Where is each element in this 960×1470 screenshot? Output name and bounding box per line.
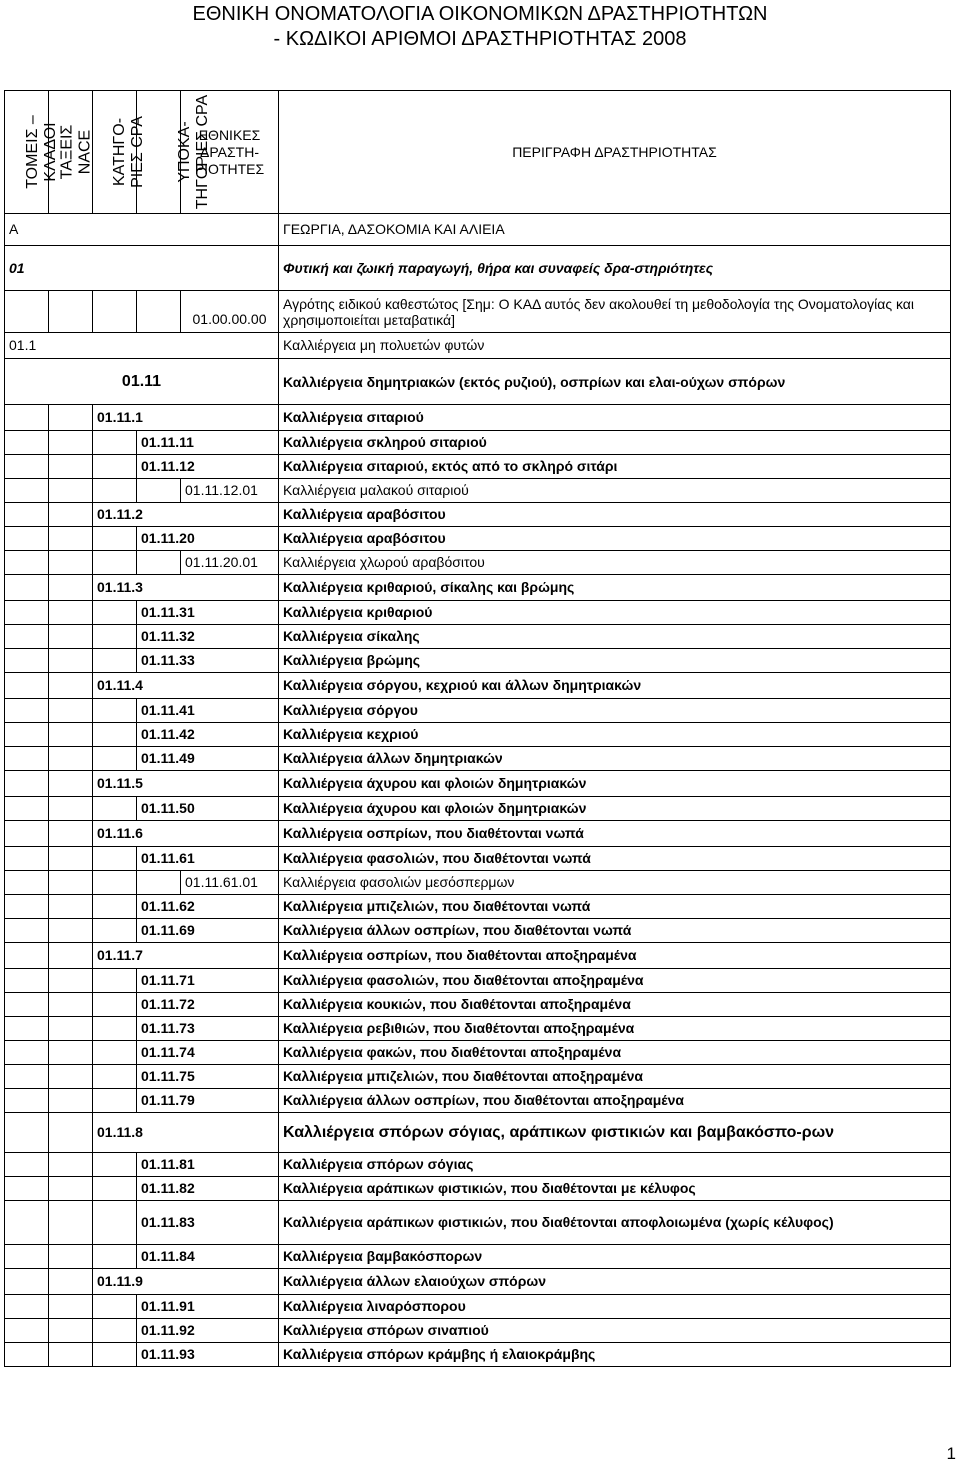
- empty-cell: [5, 673, 49, 699]
- activity-description: Καλλιέργεια σπόρων κράμβης ή ελαιοκράμβης: [279, 1343, 951, 1367]
- activity-description: Καλλιέργεια δημητριακών (εκτός ρυζιού), οσπρίων και ελαι-ούχων σπόρων: [279, 359, 951, 405]
- activity-code: 01.11.69: [137, 919, 279, 943]
- empty-cell: [5, 503, 49, 527]
- empty-cell: [93, 431, 137, 455]
- table-row: [5, 919, 951, 943]
- empty-cell: [5, 431, 49, 455]
- table-row: [5, 601, 951, 625]
- activity-description: Καλλιέργεια άλλων οσπρίων, που διαθέτονται νωπά: [279, 919, 951, 943]
- activity-description: Καλλιέργεια βρώμης: [279, 649, 951, 673]
- empty-cell: [93, 797, 137, 821]
- empty-cell: [49, 291, 93, 333]
- activity-description: Καλλιέργεια σίκαλης: [279, 625, 951, 649]
- activity-description: Καλλιέργεια άχυρου και φλοιών δημητριακών: [279, 771, 951, 797]
- empty-cell: [49, 847, 93, 871]
- empty-cell: [49, 1089, 93, 1113]
- table-row: [5, 431, 951, 455]
- empty-cell: [5, 1319, 49, 1343]
- empty-cell: [49, 431, 93, 455]
- empty-cell: [137, 479, 181, 503]
- empty-cell: [49, 1295, 93, 1319]
- activity-code: 01.1: [5, 333, 279, 359]
- empty-cell: [93, 1245, 137, 1269]
- activity-code: 01.11.92: [137, 1319, 279, 1343]
- activity-code: 01.11.71: [137, 969, 279, 993]
- activity-description: Καλλιέργεια σιταριού: [279, 405, 951, 431]
- activity-code: 01.11.3: [93, 575, 279, 601]
- table-row: [5, 214, 951, 246]
- activity-code: 01.11.73: [137, 1017, 279, 1041]
- activity-code: 01.11.72: [137, 993, 279, 1017]
- table-row: [5, 871, 951, 895]
- empty-cell: [93, 1295, 137, 1319]
- activity-code: 01.11.5: [93, 771, 279, 797]
- activity-code: 01.11.82: [137, 1177, 279, 1201]
- activity-description: Καλλιέργεια κριθαριού, σίκαλης και βρώμης: [279, 575, 951, 601]
- empty-cell: [49, 1319, 93, 1343]
- activity-description: Καλλιέργεια φακών, που διαθέτονται αποξηραμένα: [279, 1041, 951, 1065]
- table-row: [5, 649, 951, 673]
- activity-description: Καλλιέργεια σπόρων σιναπιού: [279, 1319, 951, 1343]
- empty-cell: [49, 503, 93, 527]
- table-row: [5, 1269, 951, 1295]
- empty-cell: [137, 551, 181, 575]
- table-row: [5, 527, 951, 551]
- empty-cell: [49, 993, 93, 1017]
- activity-code: 01.11.75: [137, 1065, 279, 1089]
- table-row: [5, 625, 951, 649]
- empty-cell: [93, 1153, 137, 1177]
- table-row: [5, 847, 951, 871]
- table-row: [5, 771, 951, 797]
- activity-description: ΓΕΩΡΓΙΑ, ΔΑΣΟΚΟΜΙΑ ΚΑΙ ΑΛΙΕΙΑ: [279, 214, 951, 246]
- activity-description: Καλλιέργεια φασολιών, που διαθέτονται αποξηραμένα: [279, 969, 951, 993]
- empty-cell: [93, 455, 137, 479]
- activity-description: Καλλιέργεια μαλακού σιταριού: [279, 479, 951, 503]
- empty-cell: [93, 1017, 137, 1041]
- table-row: [5, 1041, 951, 1065]
- empty-cell: [49, 455, 93, 479]
- activity-code: 01.11.83: [137, 1201, 279, 1245]
- activity-description: Καλλιέργεια σιταριού, εκτός από το σκληρό σιτάρι: [279, 455, 951, 479]
- activity-description: Καλλιέργεια σπόρων σόγιας, αράπικων φιστικιών και βαμβακόσπο-ρων: [279, 1113, 951, 1153]
- header-national-activities: ΕΘΝΙΚΕΣ ΔΡΑΣΤΗ-ΡΙΟΤΗΤΕΣ: [181, 91, 279, 214]
- empty-cell: [5, 291, 49, 333]
- empty-cell: [5, 479, 49, 503]
- table-row: [5, 551, 951, 575]
- empty-cell: [5, 1017, 49, 1041]
- activity-description: Καλλιέργεια σκληρού σιταριού: [279, 431, 951, 455]
- activity-code: 01.11.50: [137, 797, 279, 821]
- empty-cell: [5, 1245, 49, 1269]
- empty-cell: [5, 771, 49, 797]
- empty-cell: [49, 1269, 93, 1295]
- table-row: [5, 246, 951, 291]
- activity-code: 01.11.12.01: [181, 479, 279, 503]
- empty-cell: [5, 747, 49, 771]
- activity-code: 01.11.20: [137, 527, 279, 551]
- activity-description: Καλλιέργεια φασολιών μεσόσπερμων: [279, 871, 951, 895]
- table-row: [5, 575, 951, 601]
- empty-cell: [5, 1177, 49, 1201]
- activity-code: 01.11.79: [137, 1089, 279, 1113]
- document-title-line1: ΕΘΝΙΚΗ ΟΝΟΜΑΤΟΛΟΓΙΑ ΟΙΚΟΝΟΜΙΚΩΝ ΔΡΑΣΤΗΡΙΟΤΗΤΩΝ: [192, 3, 768, 25]
- table-row: [5, 699, 951, 723]
- activity-code: 01.11.74: [137, 1041, 279, 1065]
- empty-cell: [93, 847, 137, 871]
- empty-cell: [93, 527, 137, 551]
- activity-code: 01.11.4: [93, 673, 279, 699]
- empty-cell: [137, 291, 181, 333]
- empty-cell: [5, 871, 49, 895]
- activity-description: Καλλιέργεια μη πολυετών φυτών: [279, 333, 951, 359]
- empty-cell: [5, 993, 49, 1017]
- activity-code: 01.11.9: [93, 1269, 279, 1295]
- activity-code: 01.11.84: [137, 1245, 279, 1269]
- empty-cell: [49, 527, 93, 551]
- table-row: [5, 1017, 951, 1041]
- empty-cell: [49, 797, 93, 821]
- table-row: [5, 1295, 951, 1319]
- activity-code: 01.11.2: [93, 503, 279, 527]
- activity-description: Αγρότης ειδικού καθεστώτος [Σημ: Ο ΚΑΔ αυτός δεν ακολουθεί τη μεθοδολογία της Ονοματολογίας και χρησιμοποιείται μεταβατικά]: [279, 291, 951, 333]
- table-row: [5, 455, 951, 479]
- activity-code: 01.11.93: [137, 1343, 279, 1367]
- activity-description: Καλλιέργεια σόργου, κεχριού και άλλων δημητριακών: [279, 673, 951, 699]
- activity-code: 01.11.62: [137, 895, 279, 919]
- table-row: [5, 333, 951, 359]
- empty-cell: [93, 1319, 137, 1343]
- activity-description: Καλλιέργεια άχυρου και φλοιών δημητριακών: [279, 797, 951, 821]
- activity-code: 01.11.42: [137, 723, 279, 747]
- empty-cell: [5, 1113, 49, 1153]
- table-row: [5, 1065, 951, 1089]
- empty-cell: [5, 1201, 49, 1245]
- table-row: [5, 405, 951, 431]
- activity-description: Καλλιέργεια άλλων δημητριακών: [279, 747, 951, 771]
- table-row: [5, 969, 951, 993]
- activity-description: Καλλιέργεια χλωρού αραβόσιτου: [279, 551, 951, 575]
- table-row: [5, 1245, 951, 1269]
- table-header-row: [5, 91, 951, 214]
- empty-cell: [49, 1201, 93, 1245]
- activity-description: Καλλιέργεια κεχριού: [279, 723, 951, 747]
- empty-cell: [5, 625, 49, 649]
- header-activity-description: ΠΕΡΙΓΡΑΦΗ ΔΡΑΣΤΗΡΙΟΤΗΤΑΣ: [279, 91, 951, 214]
- table-row: [5, 723, 951, 747]
- empty-cell: [49, 1017, 93, 1041]
- activity-description: Καλλιέργεια σόργου: [279, 699, 951, 723]
- activity-code: 01.11.6: [93, 821, 279, 847]
- header-sectors: ΤΟΜΕΙΣ – ΚΛΑΔΟΙ: [5, 91, 49, 214]
- empty-cell: [49, 919, 93, 943]
- table-row: [5, 747, 951, 771]
- activity-code: 01.11.49: [137, 747, 279, 771]
- table-row: [5, 291, 951, 333]
- empty-cell: [49, 1153, 93, 1177]
- activity-description: Καλλιέργεια φασολιών, που διαθέτονται νωπά: [279, 847, 951, 871]
- empty-cell: [5, 969, 49, 993]
- activity-code: 01.11.61.01: [181, 871, 279, 895]
- document-title-line2: - ΚΩΔΙΚΟΙ ΑΡΙΘΜΟΙ ΔΡΑΣΤΗΡΙΟΤΗΤΑΣ 2008: [273, 28, 687, 50]
- activity-code: 01.11: [5, 359, 279, 405]
- activity-description: Καλλιέργεια οσπρίων, που διαθέτονται νωπά: [279, 821, 951, 847]
- page-number: 1: [946, 1444, 956, 1463]
- empty-cell: [93, 1089, 137, 1113]
- empty-cell: [49, 1041, 93, 1065]
- header-nace-classes: ΤΑΞΕΙΣ NACE: [49, 91, 93, 214]
- empty-cell: [5, 699, 49, 723]
- table-row: [5, 1153, 951, 1177]
- table-row: [5, 1201, 951, 1245]
- table-row: [5, 1177, 951, 1201]
- empty-cell: [5, 601, 49, 625]
- empty-cell: [5, 551, 49, 575]
- activity-code: Α: [5, 214, 279, 246]
- empty-cell: [49, 1343, 93, 1367]
- empty-cell: [49, 1177, 93, 1201]
- activity-description: Καλλιέργεια μπιζελιών, που διαθέτονται νωπά: [279, 895, 951, 919]
- activity-code: 01.11.11: [137, 431, 279, 455]
- empty-cell: [93, 625, 137, 649]
- activity-code: 01.11.81: [137, 1153, 279, 1177]
- table-row: [5, 1089, 951, 1113]
- activity-description: Καλλιέργεια κριθαριού: [279, 601, 951, 625]
- table-row: [5, 1319, 951, 1343]
- empty-cell: [5, 527, 49, 551]
- activity-code: 01.11.7: [93, 943, 279, 969]
- empty-cell: [93, 1065, 137, 1089]
- activity-description: Καλλιέργεια οσπρίων, που διαθέτονται αποξηραμένα: [279, 943, 951, 969]
- empty-cell: [5, 821, 49, 847]
- empty-cell: [5, 1153, 49, 1177]
- header-cpa-categories: ΚΑΤΗΓΟ- ΡΙΕΣ CPA: [93, 91, 137, 214]
- empty-cell: [5, 575, 49, 601]
- empty-cell: [49, 649, 93, 673]
- table-row: [5, 359, 951, 405]
- activity-description: Καλλιέργεια λιναρόσπορου: [279, 1295, 951, 1319]
- empty-cell: [93, 747, 137, 771]
- activity-code: 01.11.8: [93, 1113, 279, 1153]
- empty-cell: [49, 1065, 93, 1089]
- empty-cell: [49, 1245, 93, 1269]
- empty-cell: [93, 699, 137, 723]
- empty-cell: [93, 1177, 137, 1201]
- empty-cell: [93, 993, 137, 1017]
- activity-description: Φυτική και ζωική παραγωγή, θήρα και συναφείς δρα-στηριότητες: [279, 246, 951, 291]
- empty-cell: [5, 1041, 49, 1065]
- empty-cell: [5, 1343, 49, 1367]
- activity-code: 01.11.91: [137, 1295, 279, 1319]
- empty-cell: [5, 847, 49, 871]
- activity-description: Καλλιέργεια άλλων οσπρίων, που διαθέτονται αποξηραμένα: [279, 1089, 951, 1113]
- table-row: [5, 673, 951, 699]
- empty-cell: [93, 601, 137, 625]
- activity-code: 01.11.33: [137, 649, 279, 673]
- activity-code: 01.00.00.00: [181, 291, 279, 333]
- empty-cell: [49, 821, 93, 847]
- header-cpa-subcategories: ΥΠΟΚΑ- ΤΗΓΟΡΙΕΣ CPA: [137, 91, 181, 214]
- activity-code: 01.11.31: [137, 601, 279, 625]
- empty-cell: [5, 1269, 49, 1295]
- activity-code: 01.11.32: [137, 625, 279, 649]
- empty-cell: [5, 649, 49, 673]
- empty-cell: [93, 723, 137, 747]
- table-body: [5, 214, 951, 1367]
- empty-cell: [5, 1295, 49, 1319]
- empty-cell: [93, 551, 137, 575]
- empty-cell: [49, 723, 93, 747]
- activity-codes-table: [4, 90, 951, 1367]
- activity-description: Καλλιέργεια ρεβιθιών, που διαθέτονται αποξηραμένα: [279, 1017, 951, 1041]
- empty-cell: [49, 405, 93, 431]
- table-row: [5, 943, 951, 969]
- activity-code: 01.11.41: [137, 699, 279, 723]
- empty-cell: [49, 771, 93, 797]
- activity-code: 01.11.20.01: [181, 551, 279, 575]
- empty-cell: [93, 649, 137, 673]
- empty-cell: [49, 699, 93, 723]
- empty-cell: [5, 797, 49, 821]
- table-row: [5, 479, 951, 503]
- activity-description: Καλλιέργεια κουκιών, που διαθέτονται αποξηραμένα: [279, 993, 951, 1017]
- activity-code: 01.11.61: [137, 847, 279, 871]
- table-row: [5, 1113, 951, 1153]
- activity-description: Καλλιέργεια αραβόσιτου: [279, 503, 951, 527]
- table-row: [5, 993, 951, 1017]
- empty-cell: [49, 625, 93, 649]
- empty-cell: [49, 1113, 93, 1153]
- table-row: [5, 503, 951, 527]
- empty-cell: [93, 1041, 137, 1065]
- empty-cell: [5, 1065, 49, 1089]
- table-row: [5, 895, 951, 919]
- empty-cell: [93, 1201, 137, 1245]
- empty-cell: [5, 405, 49, 431]
- empty-cell: [5, 943, 49, 969]
- empty-cell: [49, 871, 93, 895]
- activity-description: Καλλιέργεια αραβόσιτου: [279, 527, 951, 551]
- empty-cell: [49, 601, 93, 625]
- table-row: [5, 797, 951, 821]
- activity-code: 01.11.1: [93, 405, 279, 431]
- activity-description: Καλλιέργεια αράπικων φιστικιών, που διαθέτονται με κέλυφος: [279, 1177, 951, 1201]
- empty-cell: [49, 943, 93, 969]
- table-row: [5, 1343, 951, 1367]
- empty-cell: [93, 291, 137, 333]
- empty-cell: [5, 919, 49, 943]
- empty-cell: [93, 1343, 137, 1367]
- table-row: [5, 821, 951, 847]
- activity-description: Καλλιέργεια μπιζελιών, που διαθέτονται αποξηραμένα: [279, 1065, 951, 1089]
- activity-description: Καλλιέργεια άλλων ελαιούχων σπόρων: [279, 1269, 951, 1295]
- empty-cell: [49, 747, 93, 771]
- empty-cell: [49, 895, 93, 919]
- empty-cell: [137, 871, 181, 895]
- activity-description: Καλλιέργεια βαμβακόσπορων: [279, 1245, 951, 1269]
- empty-cell: [5, 895, 49, 919]
- empty-cell: [93, 895, 137, 919]
- empty-cell: [49, 551, 93, 575]
- empty-cell: [93, 969, 137, 993]
- empty-cell: [49, 969, 93, 993]
- empty-cell: [93, 479, 137, 503]
- activity-code: 01.11.12: [137, 455, 279, 479]
- activity-code: 01: [5, 246, 279, 291]
- empty-cell: [5, 455, 49, 479]
- empty-cell: [49, 673, 93, 699]
- empty-cell: [49, 575, 93, 601]
- activity-description: Καλλιέργεια αράπικων φιστικιών, που διαθέτονται αποφλοιωμένα (χωρίς κέλυφος): [279, 1201, 951, 1245]
- empty-cell: [49, 479, 93, 503]
- empty-cell: [5, 1089, 49, 1113]
- empty-cell: [93, 871, 137, 895]
- empty-cell: [5, 723, 49, 747]
- activity-description: Καλλιέργεια σπόρων σόγιας: [279, 1153, 951, 1177]
- empty-cell: [93, 919, 137, 943]
